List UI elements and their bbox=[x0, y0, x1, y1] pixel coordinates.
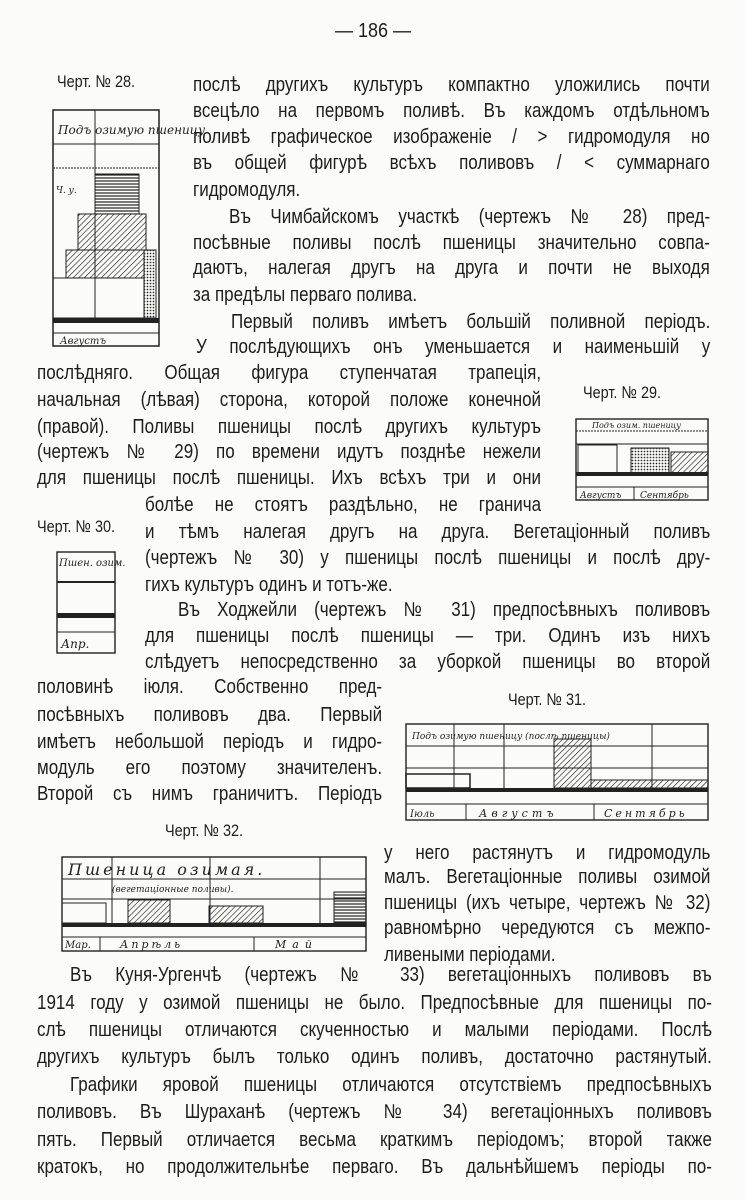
text-line: гихъ культуръ одинъ и тотъ-же. bbox=[145, 574, 393, 596]
page-number: — 186 — bbox=[334, 20, 412, 42]
figure-30-caption: Черт. № 30. bbox=[37, 517, 116, 536]
text-line: ливеными перiодами. bbox=[384, 944, 556, 966]
figure-32-caption: Черт. № 32. bbox=[165, 821, 244, 840]
figure-29-label-month1: Августъ bbox=[580, 491, 622, 501]
text-line: для пшеницы послѣ пшеницы — три. Одинъ изъ нихъ bbox=[145, 625, 711, 647]
figure-31-label-month3: Сентябрь bbox=[604, 807, 688, 820]
text-line: У послѣдующихъ онъ уменьшается и наименьшiй у bbox=[196, 336, 711, 358]
text-line: равномѣрно чередуются съ межпо- bbox=[384, 917, 711, 939]
figure-29-label-top: Подъ озим. пшеницу bbox=[592, 421, 681, 430]
text-line: въ общей фигурѣ всѣхъ поливовъ / < суммарнаго bbox=[193, 152, 710, 174]
text-line: и тѣмъ налегая другъ на друга. Вегетацiонный поливъ bbox=[145, 521, 711, 543]
text-line: начальная (лѣвая) сторона, которой положе конечной bbox=[37, 389, 542, 411]
figure-30-diagram bbox=[55, 550, 126, 655]
figure-28-caption: Черт. № 28. bbox=[57, 72, 136, 91]
text-line: 1914 году у озимой пшеницы не было. Предпосѣвные для пшеницы по- bbox=[37, 992, 712, 1014]
text-line: поливѣ графическое изображенiе / > гидромодуля но bbox=[193, 126, 710, 148]
text-line: (чертежъ № 29) по времени идутъ позднѣе нежели bbox=[37, 441, 542, 463]
text-line: за предѣлы перваго полива. bbox=[193, 284, 418, 306]
text-line: слѣдуетъ непосредственно за уборкой пшеницы во второй bbox=[145, 651, 711, 673]
figure-30-label-top: Пшен. озим. bbox=[59, 558, 126, 569]
figure-32-label-month3: Май bbox=[275, 938, 318, 951]
text-line: послѣ другихъ культуръ компактно уложились почти bbox=[193, 74, 710, 96]
text-line: (правой). Поливы пшеницы послѣ другихъ культуръ bbox=[37, 416, 542, 438]
text-line: кратокъ, но продолжительнѣе перваго. Въ дальнѣйшемъ перiоды по- bbox=[37, 1156, 712, 1178]
text-line: у него растянутъ и гидромодуль bbox=[384, 842, 711, 864]
figure-28-diagram bbox=[50, 108, 206, 348]
text-line: Первый поливъ имѣетъ большiй поливной перiодъ. bbox=[231, 311, 711, 333]
figure-28-label-side: Ч. у. bbox=[56, 186, 77, 196]
figure-28-label-top: Подъ озимую пшеницу bbox=[58, 123, 206, 137]
text-line: слѣ пшеницы отличаются скученностью и малыми перiодами. Послѣ bbox=[37, 1019, 712, 1041]
figure-32-diagram bbox=[60, 855, 368, 953]
text-line: Второй съ нимъ граничитъ. Перiодъ bbox=[37, 783, 383, 805]
text-line: Графики яровой пшеницы отличаются отсутствiемъ предпосѣвныхъ bbox=[70, 1074, 712, 1096]
figure-32-label-month1: Мар. bbox=[65, 940, 91, 951]
text-line: Въ Чимбайскомъ участкѣ (чертежъ № 28) пред- bbox=[229, 206, 711, 228]
text-line: имѣетъ небольшой перiодъ и гидро- bbox=[37, 731, 383, 753]
text-line: даютъ, налегая другъ на друга и почти не выходя bbox=[193, 257, 710, 279]
text-line: модуль его поэтому значителенъ. bbox=[37, 757, 383, 779]
text-line: Въ Ходжейли (чертежъ № 31) предпосѣвныхъ поливовъ bbox=[178, 599, 711, 621]
figure-32-label-top: Пшеница озимая. bbox=[68, 860, 266, 879]
figure-31-caption: Черт. № 31. bbox=[508, 690, 587, 709]
figure-32-label-sub: (вегетацiонные поливы). bbox=[112, 885, 234, 895]
figure-29-diagram bbox=[574, 417, 710, 502]
text-line: малъ. Вегетацiонные поливы озимой bbox=[384, 866, 711, 888]
figure-31-label-month2: Августъ bbox=[479, 807, 558, 820]
text-line: посѣвныхъ поливовъ два. Первый bbox=[37, 704, 383, 726]
figure-28-label-month: Августъ bbox=[60, 336, 106, 347]
text-line: Въ Куня-Ургенчѣ (чертежъ № 33) вегетацiонныхъ поливовъ въ bbox=[70, 964, 712, 986]
text-line: всецѣло на первомъ поливѣ. Въ каждомъ отдѣльномъ bbox=[193, 100, 710, 122]
text-line: половинѣ iюля. Собственно пред- bbox=[37, 676, 383, 698]
text-line: (чертежъ № 30) у пшеницы послѣ пшеницы и послѣ дру- bbox=[145, 547, 711, 569]
text-line: для пшеницы послѣ пшеницы. Ихъ всѣхъ три и они bbox=[37, 467, 542, 489]
figure-29-caption: Черт. № 29. bbox=[583, 383, 662, 402]
figure-32-label-month2: Апрѣль bbox=[120, 938, 184, 951]
text-line: болѣе не стоятъ раздѣльно, не гранича bbox=[145, 494, 542, 516]
figure-31-label-top: Подъ озимую пшеницу (послѣ пшеницы) bbox=[412, 732, 610, 742]
text-line: послѣдняго. Общая фигура ступенчатая трапецiя, bbox=[37, 362, 542, 384]
text-line: пять. Первый отличается весьма краткимъ перiодомъ; второй также bbox=[37, 1129, 712, 1151]
text-line: пшеницы (ихъ четыре, чертежъ № 32) bbox=[384, 892, 711, 914]
figure-29-label-month2: Сентябрь bbox=[640, 491, 689, 501]
text-line: поливовъ. Въ Шураханѣ (чертежъ № 34) вегетацiонныхъ поливовъ bbox=[37, 1101, 712, 1123]
text-line: посѣвные поливы послѣ пшеницы значительно совпа- bbox=[193, 232, 710, 254]
figure-31-diagram bbox=[404, 722, 710, 822]
figure-31-label-month1: Iюль bbox=[410, 809, 435, 820]
figure-30-label-month: Апр. bbox=[61, 637, 90, 651]
text-line: гидромодуля. bbox=[193, 179, 301, 201]
text-line: другихъ культуръ былъ только одинъ поливъ, достаточно растянутый. bbox=[37, 1046, 712, 1068]
